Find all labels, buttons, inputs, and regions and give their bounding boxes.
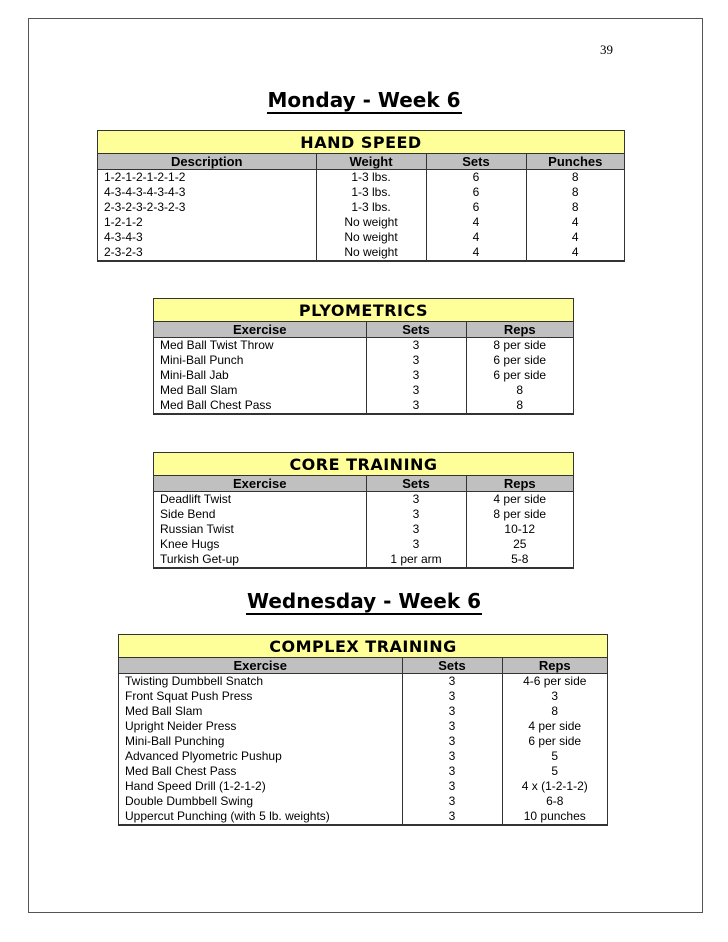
complex-training-title: COMPLEX TRAINING: [119, 635, 607, 658]
table-cell: 3: [366, 537, 466, 552]
plyometrics-title: PLYOMETRICS: [154, 299, 573, 322]
table-row: [119, 734, 607, 749]
table-cell: Upright Neider Press: [119, 719, 402, 734]
table-cell: 3: [366, 507, 466, 522]
table-cell: 3: [402, 719, 502, 734]
table-cell: 10-12: [504, 522, 536, 536]
table-cell: Med Ball Slam: [119, 704, 402, 719]
table-row: [98, 170, 624, 186]
table-cell: 10 punches: [502, 809, 607, 825]
table-cell: 3: [366, 398, 466, 414]
table-cell: 3: [402, 809, 502, 825]
table-row: [119, 749, 607, 764]
table-cell: 3: [366, 522, 466, 537]
table-cell: 1-2-1-2-1-2-1-2: [98, 170, 316, 186]
table-cell: 1-2-1-2: [98, 215, 316, 230]
table-cell: 6: [426, 200, 526, 215]
table-cell: Twisting Dumbbell Snatch: [119, 674, 402, 690]
table-row: [154, 492, 573, 508]
table-cell: 3: [402, 764, 502, 779]
table-cell: 4: [571, 215, 579, 229]
table-cell: 8: [571, 185, 579, 199]
table-cell: Mini-Ball Jab: [154, 368, 366, 383]
table-row: [154, 398, 573, 414]
table-cell: 8: [571, 200, 579, 214]
column-header: Punches: [526, 154, 624, 170]
core-training-table: [153, 452, 574, 569]
table-cell: 3: [402, 674, 502, 690]
column-header: Sets: [366, 322, 466, 338]
table-row: [154, 383, 573, 398]
table-cell: No weight: [316, 230, 426, 245]
column-header: Reps: [466, 476, 573, 492]
core-training-rows: [154, 492, 573, 568]
table-cell: 3: [402, 779, 502, 794]
page-number: 39: [600, 42, 613, 57]
table-cell: 8: [571, 170, 579, 184]
table-cell: 8: [466, 398, 573, 414]
table-cell: 3: [402, 704, 502, 719]
table-cell: 8: [551, 704, 559, 718]
complex-training-table: [118, 634, 608, 826]
table-cell: 3: [366, 383, 466, 398]
table-cell: Uppercut Punching (with 5 lb. weights): [119, 809, 402, 825]
table-cell: 6 per side: [493, 353, 547, 367]
table-cell: 6: [426, 170, 526, 186]
column-header: Exercise: [119, 658, 402, 674]
hand-speed-table: [97, 130, 625, 262]
table-cell: 4 x (1-2-1-2): [521, 779, 588, 793]
table-cell: 4 per side: [528, 719, 582, 733]
column-header: Exercise: [154, 322, 366, 338]
wednesday-heading-text: Wednesday - Week 6: [246, 589, 482, 613]
table-cell: 8 per side: [493, 338, 547, 352]
table-cell: Front Squat Push Press: [119, 689, 402, 704]
table-cell: 4-3-4-3-4-3-4-3: [98, 185, 316, 200]
table-cell: Mini-Ball Punch: [154, 353, 366, 368]
table-cell: 3: [402, 794, 502, 809]
table-row: [154, 368, 573, 383]
hand-speed-rows: [98, 170, 624, 261]
plyometrics-rows: [154, 338, 573, 414]
table-cell: 3: [402, 749, 502, 764]
column-header: Sets: [426, 154, 526, 170]
table-cell: Side Bend: [154, 507, 366, 522]
table-cell: 3: [366, 368, 466, 383]
table-cell: 6 per side: [493, 368, 547, 382]
table-row: [119, 809, 607, 825]
table-cell: Turkish Get-up: [154, 552, 366, 568]
table-cell: Russian Twist: [154, 522, 366, 537]
table-row: [119, 794, 607, 809]
table-cell: Advanced Plyometric Pushup: [119, 749, 402, 764]
table-row: [98, 215, 624, 230]
table-cell: 3: [366, 338, 466, 354]
table-row: [119, 779, 607, 794]
table-row: [119, 719, 607, 734]
table-cell: Knee Hugs: [154, 537, 366, 552]
table-cell: 6 per side: [528, 734, 582, 748]
table-cell: 4 per side: [493, 492, 547, 506]
table-cell: 4: [526, 245, 624, 261]
table-cell: 4-3-4-3: [98, 230, 316, 245]
table-cell: 1-3 lbs.: [316, 185, 426, 200]
table-row: [119, 674, 607, 690]
table-cell: No weight: [316, 245, 426, 261]
table-cell: Double Dumbbell Swing: [119, 794, 402, 809]
wednesday-heading: [0, 589, 728, 613]
table-cell: 1-3 lbs.: [316, 200, 426, 215]
table-cell: No weight: [316, 215, 426, 230]
plyometrics-table: [153, 298, 574, 415]
column-header: Exercise: [154, 476, 366, 492]
monday-heading-text: Monday - Week 6: [267, 88, 461, 112]
table-row: [98, 230, 624, 245]
table-cell: Med Ball Chest Pass: [154, 398, 366, 414]
table-row: [154, 507, 573, 522]
table-cell: 3: [402, 689, 502, 704]
column-header: Sets: [366, 476, 466, 492]
table-row: [119, 764, 607, 779]
table-row: [154, 522, 573, 537]
table-cell: 5: [551, 764, 559, 778]
table-cell: 1 per arm: [366, 552, 466, 568]
table-cell: 8: [516, 383, 524, 397]
table-row: [119, 704, 607, 719]
table-row: [154, 338, 573, 354]
table-row: [119, 689, 607, 704]
column-header: Description: [98, 154, 316, 170]
table-row: [98, 200, 624, 215]
table-cell: Hand Speed Drill (1-2-1-2): [119, 779, 402, 794]
table-cell: 4: [426, 230, 526, 245]
table-cell: Mini-Ball Punching: [119, 734, 402, 749]
table-cell: 2-3-2-3-2-3-2-3: [98, 200, 316, 215]
monday-heading: [0, 88, 728, 112]
table-row: [98, 245, 624, 261]
complex-training-rows: [119, 674, 607, 825]
core-training-title: CORE TRAINING: [154, 453, 573, 476]
table-cell: 5: [551, 749, 559, 763]
table-row: [154, 537, 573, 552]
table-cell: Med Ball Slam: [154, 383, 366, 398]
table-cell: 4-6 per side: [523, 674, 587, 688]
table-cell: 3: [551, 689, 559, 703]
table-cell: 4: [426, 245, 526, 261]
table-cell: Med Ball Twist Throw: [154, 338, 366, 354]
hand-speed-title: HAND SPEED: [98, 131, 624, 154]
table-row: [98, 185, 624, 200]
column-header: Reps: [502, 658, 607, 674]
column-header: Reps: [466, 322, 573, 338]
table-cell: 4: [571, 230, 579, 244]
table-cell: 8 per side: [493, 507, 547, 521]
table-cell: 4: [426, 215, 526, 230]
table-cell: Deadlift Twist: [154, 492, 366, 508]
table-cell: 2-3-2-3: [98, 245, 316, 261]
table-cell: 25: [513, 537, 527, 551]
table-row: [154, 353, 573, 368]
table-cell: 6: [426, 185, 526, 200]
column-header: Weight: [316, 154, 426, 170]
table-cell: Med Ball Chest Pass: [119, 764, 402, 779]
table-cell: 5-8: [466, 552, 573, 568]
table-cell: 3: [366, 353, 466, 368]
table-cell: 6-8: [546, 794, 564, 808]
table-cell: 3: [402, 734, 502, 749]
table-cell: 1-3 lbs.: [316, 170, 426, 186]
column-header: Sets: [402, 658, 502, 674]
table-row: [154, 552, 573, 568]
table-cell: 3: [366, 492, 466, 508]
